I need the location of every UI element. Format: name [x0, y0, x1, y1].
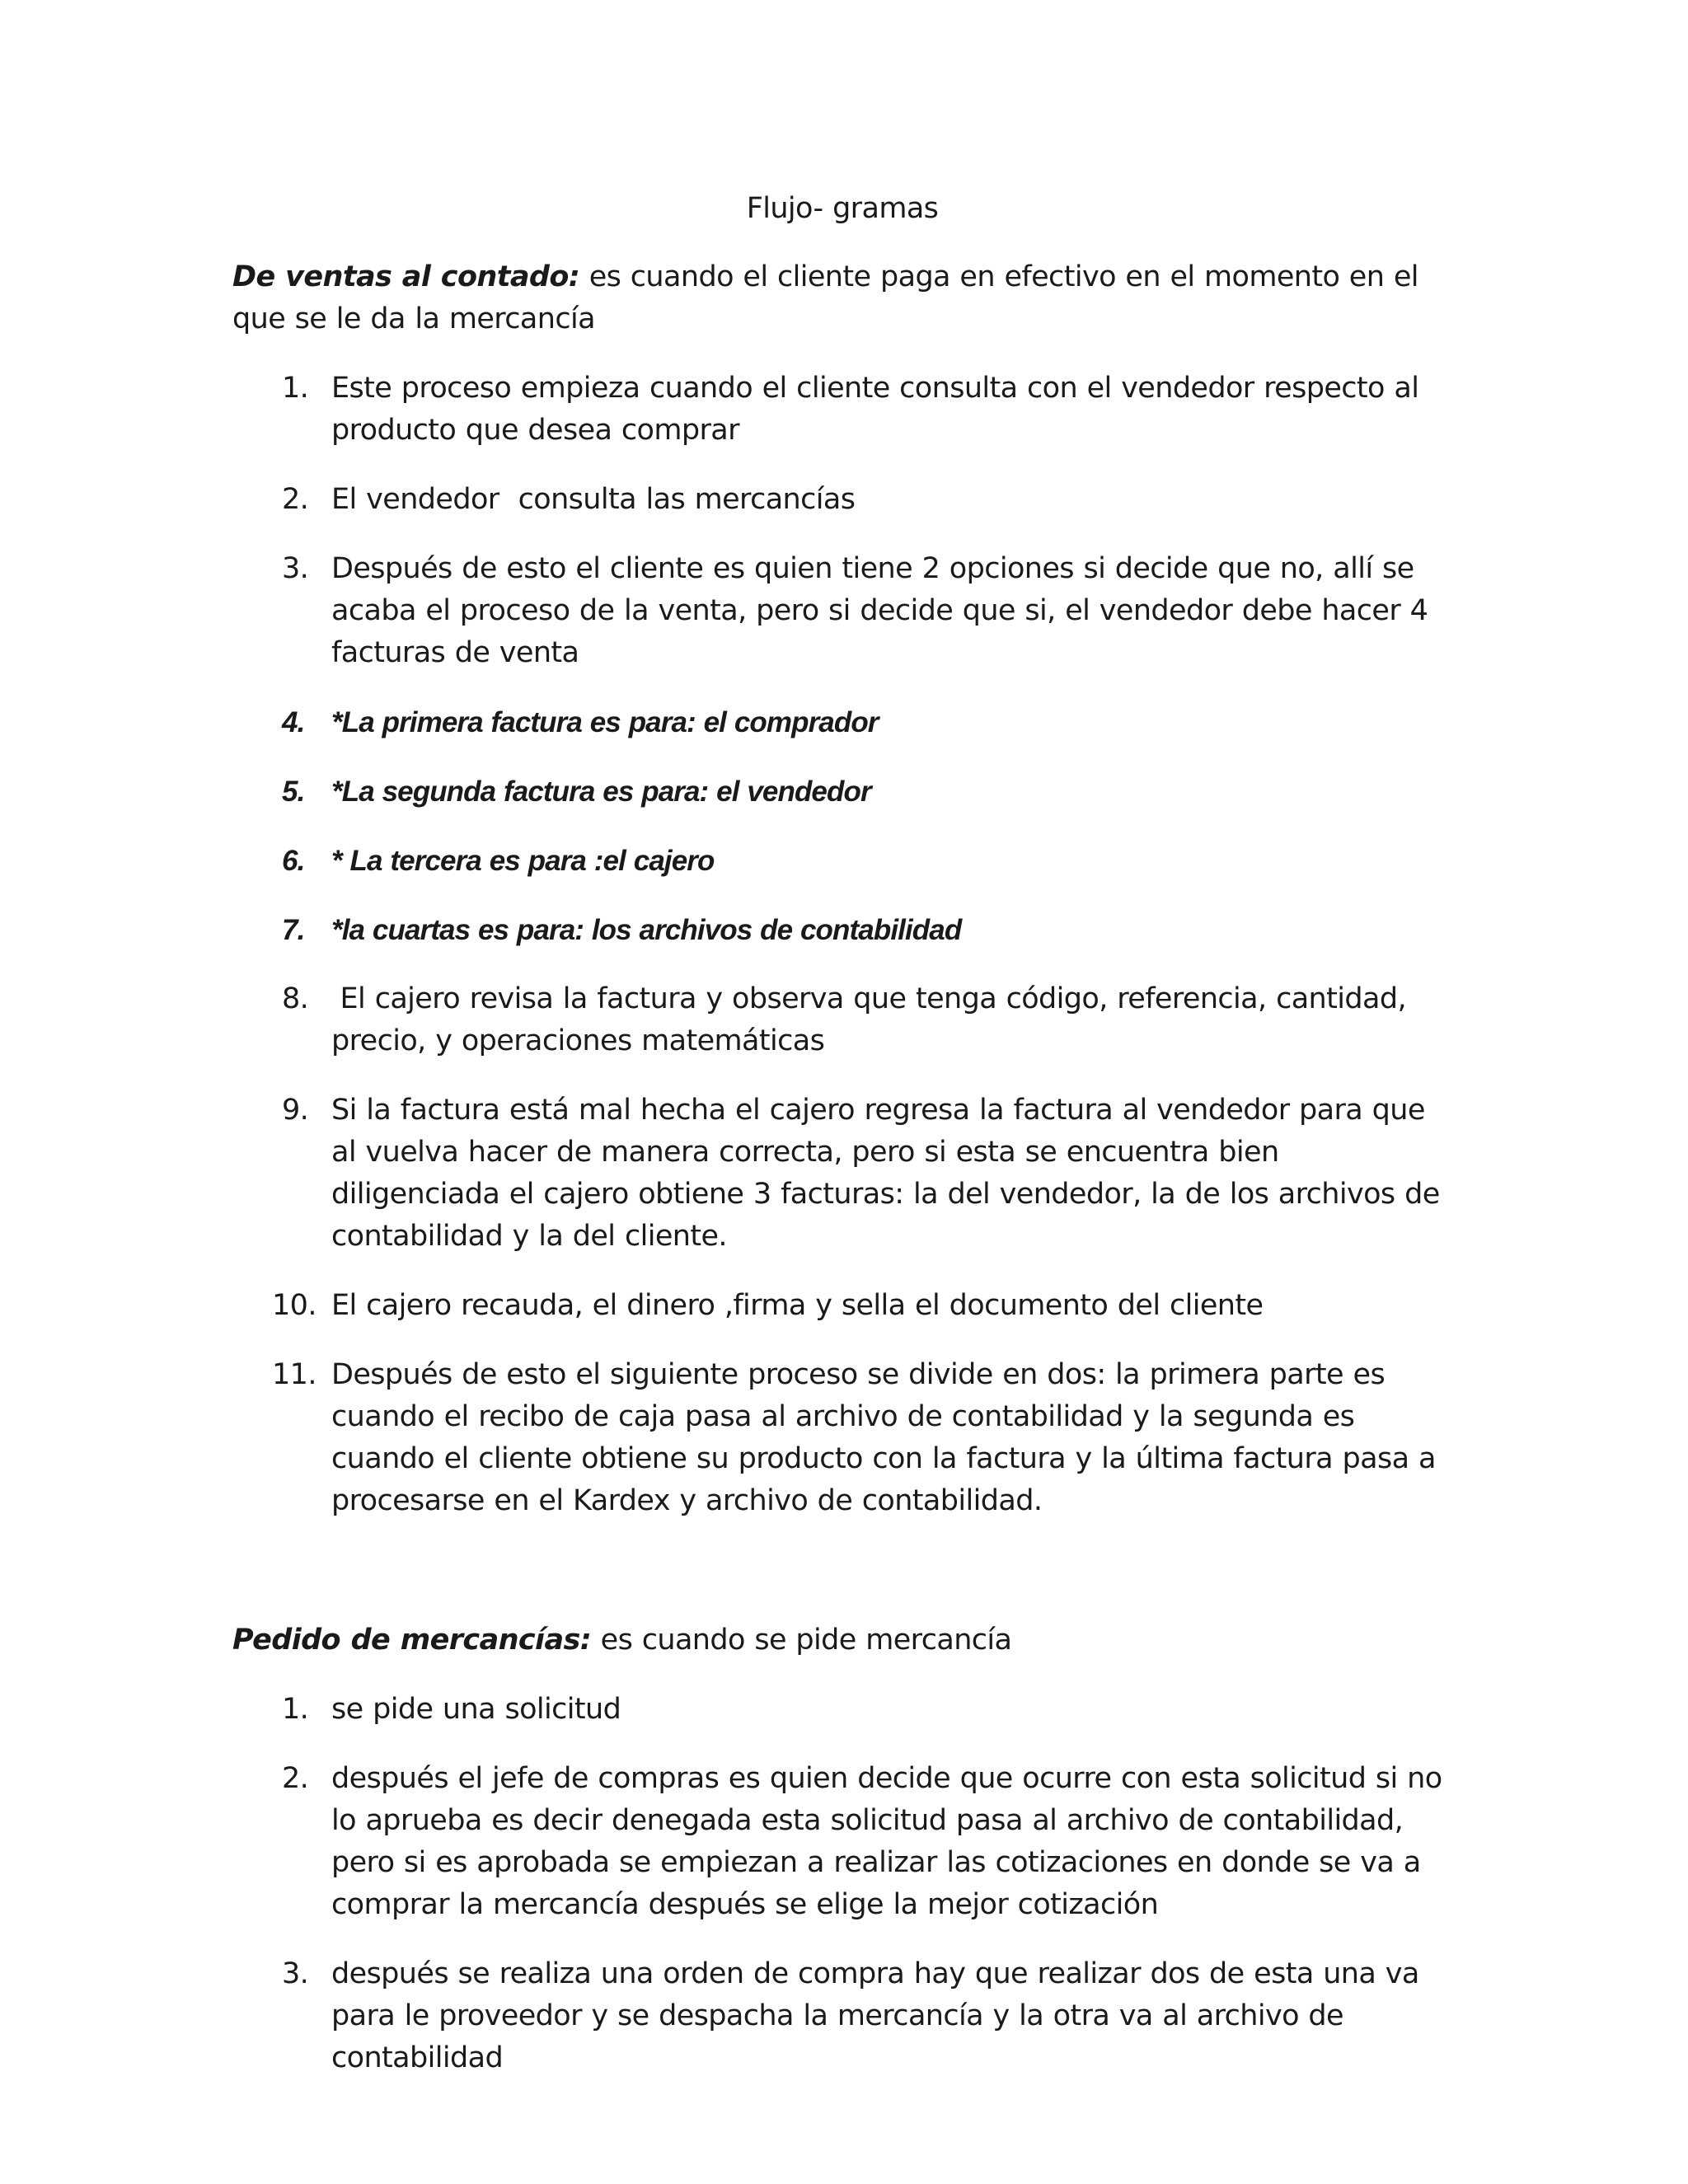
list-item-number: 7.: [282, 914, 305, 946]
list-item-number: 1.: [282, 1693, 309, 1726]
list-item: [232, 1953, 1452, 2079]
list-item-number: 8.: [282, 982, 309, 1015]
list-item-emphasized: [232, 909, 1452, 951]
list-item-number: 3.: [282, 1957, 309, 1990]
ventas-steps-list: [232, 368, 1452, 1522]
section-term: De ventas al contado:: [232, 260, 580, 293]
list-item-number: 1.: [282, 372, 309, 405]
document-body: [232, 188, 1452, 2079]
section-ventas-intro: [232, 256, 1452, 340]
list-item: [232, 1354, 1452, 1522]
list-item-number: 3.: [282, 552, 309, 585]
list-item-number: 5.: [282, 776, 305, 808]
list-item: [232, 548, 1452, 674]
list-item-text: El cajero recauda, el dinero ,firma y sella el documento del cliente: [331, 1289, 1264, 1322]
list-item-text: se pide una solicitud: [331, 1693, 621, 1726]
list-item: [232, 479, 1452, 521]
list-item-text: *La segunda factura es para: el vendedor: [331, 776, 871, 808]
list-item-number: 2.: [282, 483, 309, 516]
list-item-text: El cajero revisa la factura y observa que tenga código, referencia, cantidad, precio, y operaciones matemáticas: [331, 982, 1416, 1057]
list-item-text: Después de esto el siguiente proceso se divide en dos: la primera parte es cuando el recibo de caja pasa al archivo de contabilidad y la segunda es cuando el cliente obtiene su producto con la factura y la última factura pasa a procesarse en el Kardex y archivo de contabilidad.: [331, 1358, 1436, 1517]
list-item-number: 11.: [272, 1358, 316, 1391]
list-item-emphasized: [232, 840, 1452, 882]
list-item: [232, 1758, 1452, 1926]
list-item-text: *la cuartas es para: los archivos de contabilidad: [331, 914, 962, 946]
section-definition: es cuando el cliente paga en efectivo en el momento en el que se le da la mercancía: [232, 260, 1418, 335]
section-definition: es cuando se pide mercancía: [591, 1624, 1012, 1657]
list-item-text: después se realiza una orden de compra hay que realizar dos de esta una va para le proveedor y se despacha la mercancía y la otra va al archivo de contabilidad: [331, 1957, 1419, 2074]
list-item: [232, 1285, 1452, 1327]
list-item-number: 2.: [282, 1762, 309, 1795]
list-item-text: *La primera factura es para: el comprador: [331, 706, 879, 738]
document-title: Flujo- gramas: [746, 192, 939, 225]
list-item-text: Este proceso empieza cuando el cliente consulta con el vendedor respecto al producto que desea comprar: [331, 372, 1419, 447]
list-item-number: 10.: [272, 1289, 316, 1322]
list-item-number: 9.: [282, 1094, 309, 1127]
section-term: Pedido de mercancías:: [232, 1624, 592, 1657]
list-item-number: 4.: [282, 706, 305, 738]
list-item-number: 6.: [282, 845, 305, 877]
list-item-text: El vendedor consulta las mercancías: [331, 483, 856, 516]
list-item: [232, 1689, 1452, 1731]
list-item: [232, 1090, 1452, 1258]
pedido-steps-list: [232, 1689, 1452, 2079]
list-item-text: Después de esto el cliente es quien tiene 2 opciones si decide que no, allí se acaba el proceso de la venta, pero si decide que si, el vendedor debe hacer 4 facturas de venta: [331, 552, 1428, 669]
list-item-emphasized: [232, 701, 1452, 743]
list-item: [232, 368, 1452, 452]
list-item: [232, 978, 1452, 1062]
list-item-text: * La tercera es para :el cajero: [331, 845, 715, 877]
section-pedido-intro: [232, 1619, 1452, 1661]
list-item-text: después el jefe de compras es quien decide que ocurre con esta solicitud si no lo aprueba es decir denegada esta solicitud pasa al archivo de contabilidad, pero si es aprobada se empiezan a realizar las cotizaciones en donde se va a comprar la mercancía después se elige la mejor cotización: [331, 1762, 1442, 1921]
list-item-emphasized: [232, 771, 1452, 813]
list-item-text: Si la factura está mal hecha el cajero regresa la factura al vendedor para que al vuelva hacer de manera correcta, pero si esta se encuentra bien diligenciada el cajero obtiene 3 facturas: la del vendedor, la de los archivos de contabilidad y la del cliente.: [331, 1094, 1440, 1253]
